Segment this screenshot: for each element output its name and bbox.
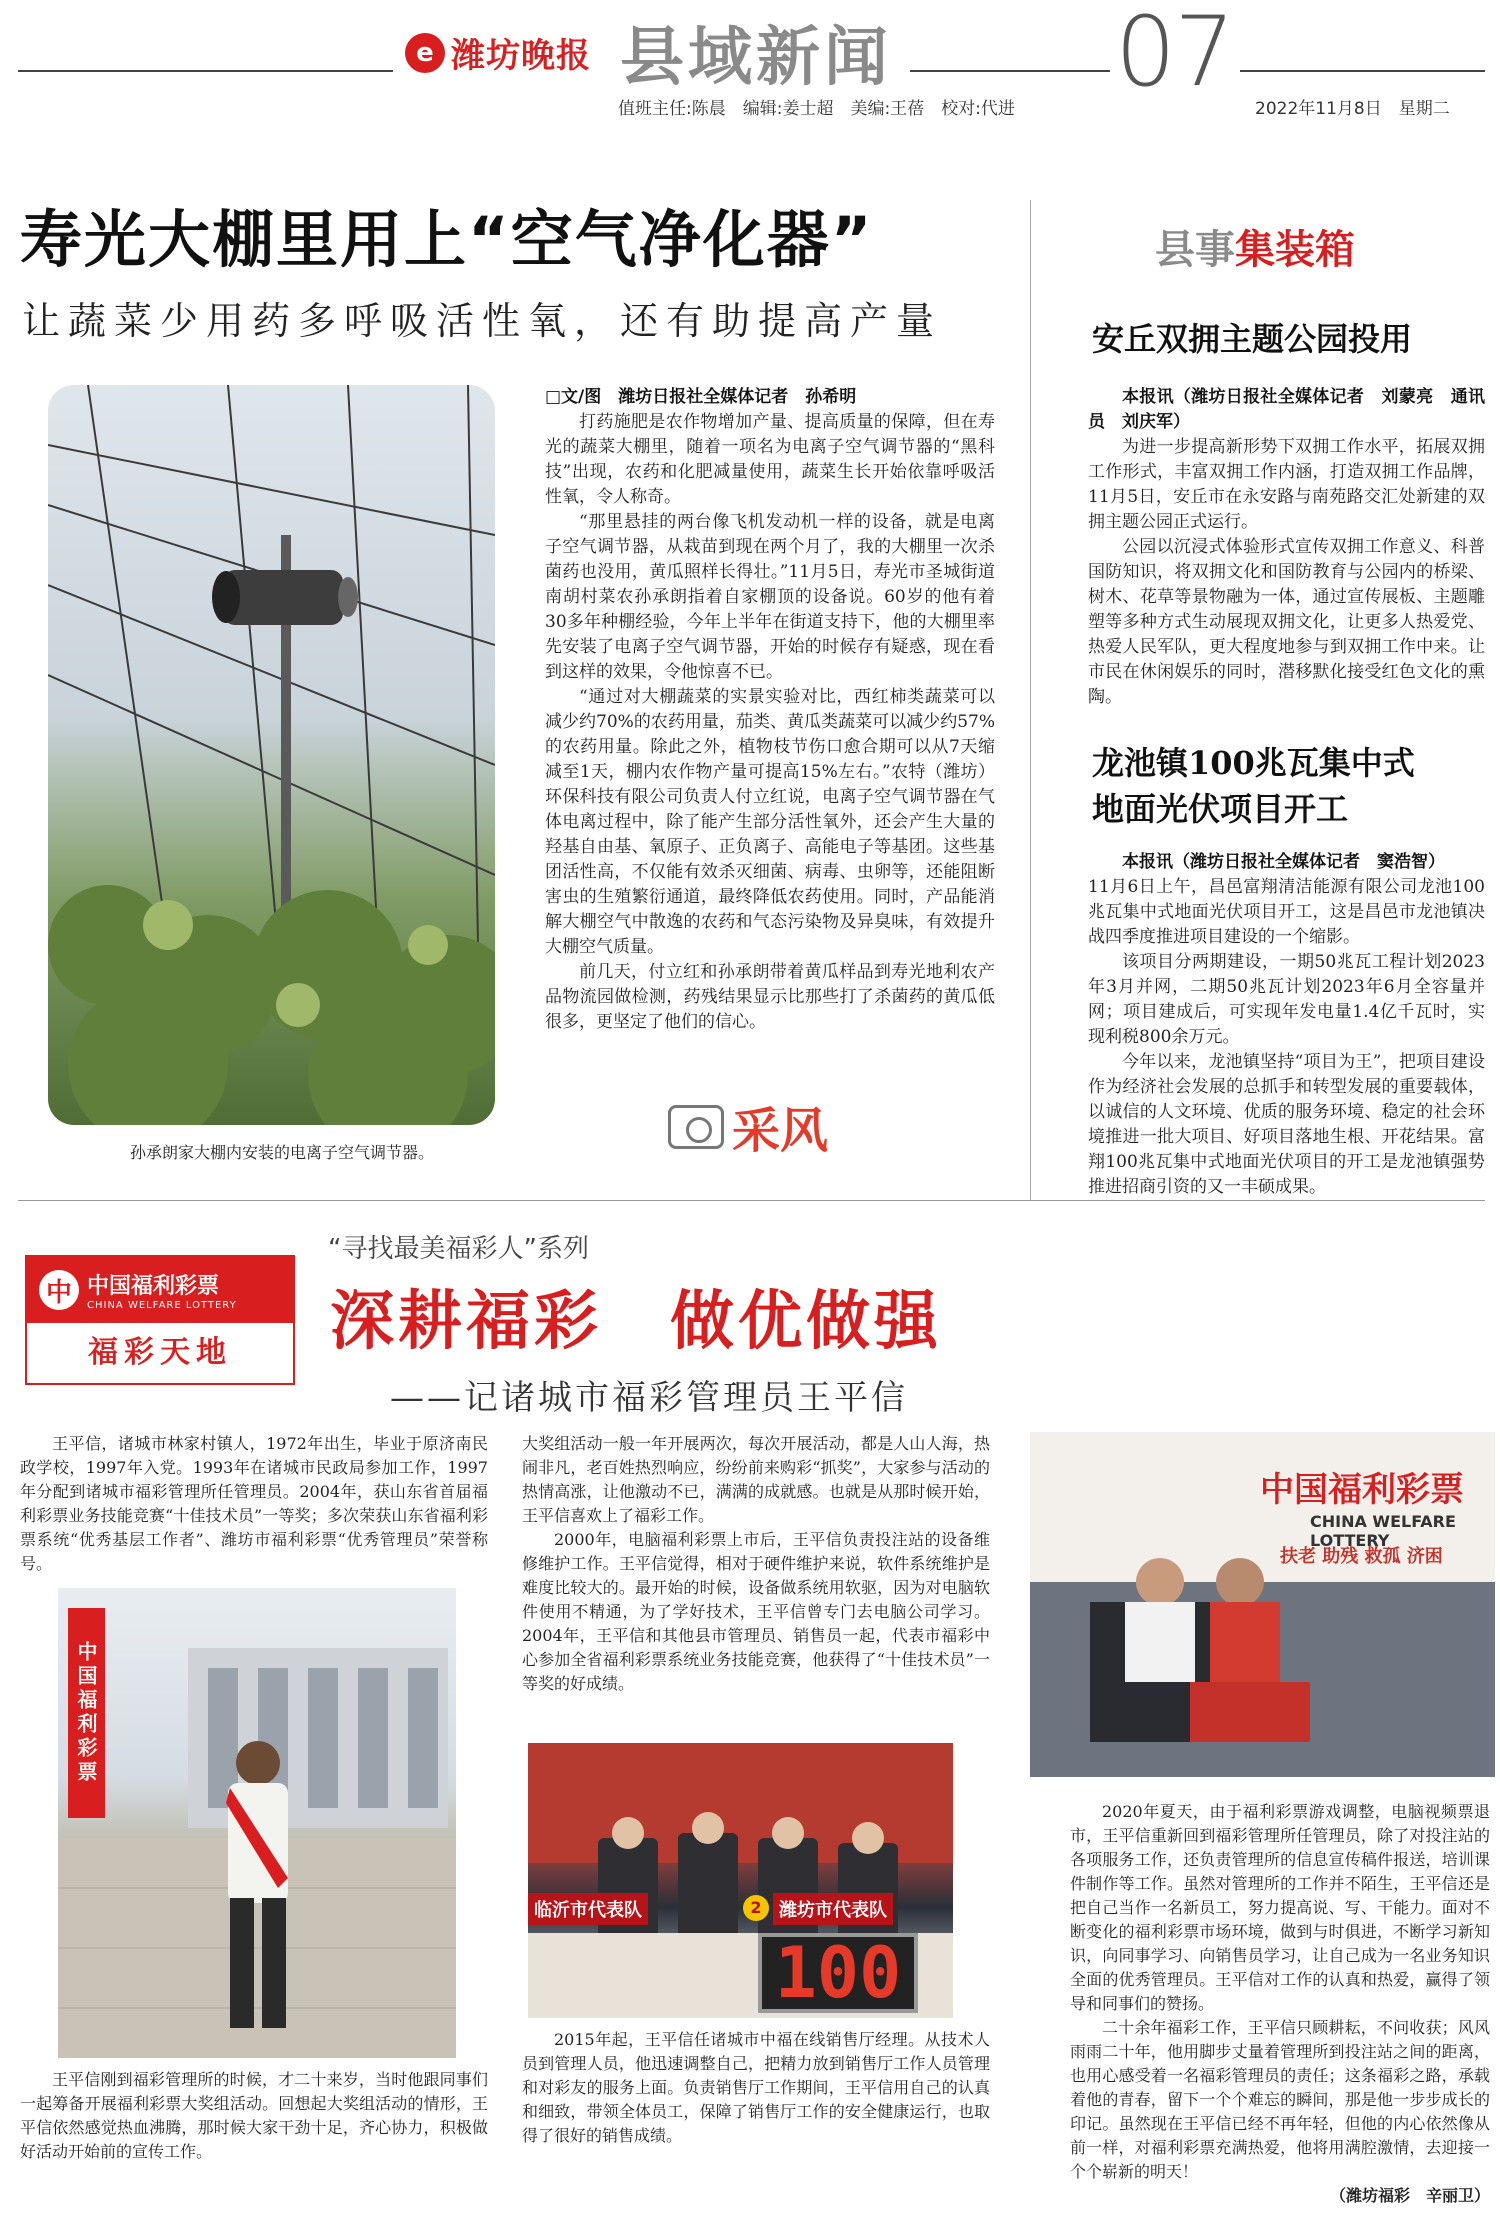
newspaper-logo: [405, 28, 591, 77]
lottery-logo-en: CHINA WELFARE LOTTERY: [87, 1300, 237, 1311]
story2-paragraph: 今年以来，龙池镇坚持“项目为王”，把项目建设作为经济社会发展的总抓手和转型发展的重要载体，以诚信的人文环境、优质的服务环境、稳定的社会环境推进一批大项目、好项目落地生根、开花结果。富翔100兆瓦集中式地面光伏项目的开工是龙池镇强势推进招商引资的又一丰硕成果。: [1088, 1052, 1485, 1197]
story1-paragraph: 公园以沉浸式体验形式宣传双拥工作意义、科普国防知识，将双拥文化和国防教育与公园内的桥梁、树木、花草等景物融为一体，通过宣传展板、主题雕塑等多种方式生动展现双拥文化，让更多人热爱党、热爱人民军队，更大程度地参与到双拥工作中来。让市民在休闲娱乐的同时，潜移默化接受红色文化的熏陶。: [1088, 537, 1485, 707]
story2-paragraph: 11月6日上午，昌邑富翔清洁能源有限公司龙池100兆瓦集中式地面光伏项目开工，这是昌邑市龙池镇决战四季度推进项目建设的一个缩影。: [1088, 877, 1485, 947]
logo-mark-icon: e: [405, 33, 445, 73]
masthead-rule-left: [18, 70, 393, 72]
editor-credits: 值班主任:陈晨 编辑:姜士超 美编:王蓓 校对:代进: [618, 99, 1015, 119]
story2-headline-line2: 地面光伏项目开工: [1092, 790, 1349, 828]
competition-photo: [528, 1743, 953, 2018]
lottery-col3-paragraph: 2020年夏天，由于福利彩票游戏调整，电脑视频票退市，王平信重新回到福彩管理所任管理员，除了对投注站的各项服务工作，还负责管理所的信息宣传稿件报送，培训课件制作等工作。虽然对管理所的工作并不陌生，王平信还是把自己当作一名新员工，努力提高说、写、干能力。面对不断变化的福利彩票市场环境，做到与时俱进，不断学习新知识，向同事学习、向销售员学习，让自己成为一名业务知识全面的优秀管理员。王平信对工作的认真和热爱，赢得了领导和同事们的赞扬。: [1070, 1802, 1490, 2013]
lottery-logo: [27, 1257, 293, 1323]
lottery-col3: [1070, 1800, 1490, 2208]
story2-body: [1088, 850, 1485, 1200]
scoreboard: 100: [758, 1933, 918, 2013]
section-title: 县域新闻: [620, 21, 892, 95]
greenhouse-photo: [48, 385, 495, 1125]
lottery-intro-text: 王平信，诸城市林家村镇人，1972年出生，毕业于原济南民政学校，1997年入党。1993年在诸城市民政局参加工作，1997年分配到诸城市福彩管理所任管理员。2004年，获山东省首届福利彩票业务技能竞赛“十佳技术员”一等奖；多次荣获山东省福利彩票系统“优秀基层工作者”、潍坊市福利彩票“优秀管理员”荣誉称号。: [20, 1434, 488, 1573]
shop-slogan: 扶老 助残 救孤 济困: [1280, 1546, 1443, 1567]
lottery-col2-paragraph: 2000年，电脑福利彩票上市后，王平信负责投注站的设备维修维护工作。王平信觉得，相对于硬件维护来说，软件系统维护是难度比较大的。最开始的时候，设备做系统用软驱，因为对电脑软件使用不精通，为了学好技术，王平信曾专门去电脑公司学习。2004年，王平信和其他县市管理员、销售员一起，代表市福彩中心参加全省福利彩票系统业务技能竞赛，他获得了“十佳技术员”一等奖的好成绩。: [522, 1530, 990, 1693]
story1-paragraph: 为进一步提高新形势下双拥工作水平，拓展双拥工作形式，丰富双拥工作内涵，打造双拥工作品牌，11月5日，安丘市在永安路与南苑路交汇处新建的双拥主题公园正式运行。: [1088, 437, 1485, 532]
story2-headline-line1: 龙池镇100兆瓦集中式: [1092, 744, 1415, 782]
lottery-credit: （潍坊福彩 辛丽卫）: [1329, 2186, 1490, 2205]
lead-paragraph: 打药施肥是农作物增加产量、提高质量的保障，但在寿光的蔬菜大棚里，随着一项名为电离子空气调节器的“黑科技”出现，农药和化肥减量使用，蔬菜生长开始依靠呼吸活性氧，令人称奇。: [545, 412, 995, 507]
story1-byline: 本报讯（潍坊日报社全媒体记者 刘蒙亮 通讯员 刘庆军）: [1088, 387, 1485, 432]
story2-byline: 本报讯（潍坊日报社全媒体记者 窦浩智）: [1122, 852, 1445, 872]
lead-subheadline: 让蔬菜少用药多呼吸活性氧，还有助提高产量: [22, 299, 943, 343]
lottery-subheadline: ——记诸城市福彩管理员王平信: [390, 1378, 908, 1418]
lottery-headline: 深耕福彩 做优做强: [330, 1285, 942, 1359]
shop-sign-cn: 中国福利彩票: [1260, 1470, 1464, 1510]
newspaper-name: 潍坊晚报: [451, 36, 591, 76]
story2-paragraph: 该项目分两期建设，一期50兆瓦工程计划2023年3月并网，二期50兆瓦计划2023年6月全容量并网；项目建成后，可实现年发电量1.4亿千瓦时，实现利税800余万元。: [1088, 952, 1485, 1047]
portrait-banner: 中国福利彩票: [68, 1608, 105, 1818]
lottery-col1-text: 王平信刚到福彩管理所的时候，才二十来岁，当时他跟同事们一起筹备开展福利彩票大奖组活动。回想起大奖组活动的情形，王平信依然感觉热血沸腾，那时候大家干劲十足，齐心协力，积极做好活动开始前的宣传工作。: [20, 2070, 488, 2161]
shop-sign-en: CHINA WELFARE LOTTERY: [1310, 1512, 1456, 1550]
lead-paragraph: “通过对大棚蔬菜的实景实验对比，西红柿类蔬菜可以减少约70%的农药用量，茄类、黄瓜类蔬菜可以减少约57%的农药用量。除此之外，植物枝节伤口愈合期可以从7天缩减至1天，棚内农作物产量可提高15%左右。”农特（潍坊）环保科技有限公司负责人付立红说，电离子空气调节器在气体电离过程中，除了能产生部分活性氧外，还会产生大量的羟基自由基、氧原子、正负离子、高能电子等基团。这些基团活性高，不仅能有效杀灭细菌、病毒、虫卵等，还能阻断害虫的生殖繁衍通道，最终降低农药使用。同时，产品能消解大棚空气中散逸的农药和气态污染物及异臭味，有效提升大棚空气质量。: [545, 687, 995, 957]
series-title: “寻找最美福彩人”系列: [328, 1234, 589, 1264]
sidebar-column-title: [1155, 218, 1355, 275]
lead-headline: 寿光大棚里用上“空气净化器”: [20, 203, 874, 276]
photo-caption: 孙承朗家大棚内安装的电离子空气调节器。: [130, 1143, 435, 1162]
lottery-shop-photo: [1030, 1432, 1495, 1777]
team-plate-left: 临沂市代表队: [528, 1893, 648, 1925]
story1-body: [1088, 385, 1485, 710]
portrait-illustration: [58, 1588, 456, 2058]
lottery-col1-bottom: [20, 2068, 488, 2164]
story2-headline: [1092, 740, 1415, 832]
lottery-logo-cn: 中国福利彩票: [87, 1274, 220, 1299]
lead-article-body: [545, 385, 995, 1035]
team-plate: 潍坊市代表队: [773, 1893, 893, 1925]
greenhouse-illustration: [48, 385, 495, 1125]
masthead-rule-right: [910, 70, 1110, 72]
lottery-col2-text: 2015年起，王平信任诸城市中福在线销售厅经理。从技术人员到管理人员，他迅速调整自己，把精力放到销售厅工作人员管理和对彩友的服务上面。负责销售厅工作期间，王平信用自己的认真和细致，带领全体员工，保障了销售厅工作的安全健康运行，也取得了很好的销售成绩。: [522, 2030, 990, 2145]
camera-icon: [668, 1105, 724, 1149]
sidebar-title-part-a: 县事: [1155, 227, 1235, 273]
lead-paragraph: 前几天，付立红和孙承朗带着黄瓜样品到寿光地利农产品物流园做检测，药残结果显示比那些打了杀菌药的黄瓜低很多，更坚定了他们的信心。: [545, 962, 995, 1032]
lottery-badge-label: 福彩天地: [88, 1335, 232, 1370]
team-number: 2: [743, 1895, 769, 1921]
lottery-col2-top: [522, 1432, 990, 1696]
lottery-mark-icon: 中: [39, 1270, 79, 1310]
caifeng-label: 采风: [732, 1103, 829, 1159]
caifeng-stamp: [668, 1092, 828, 1161]
issue-date: 2022年11月8日 星期二: [1255, 99, 1450, 119]
column-divider: [1030, 200, 1031, 1200]
lead-byline: □文/图 潍坊日报社全媒体记者 孙希明: [545, 387, 857, 407]
masthead-rule-far-right: [1240, 70, 1485, 72]
sidebar-title-part-b: 集装箱: [1235, 227, 1355, 273]
story1-headline: 安丘双拥主题公园投用: [1092, 320, 1413, 358]
lottery-intro: [20, 1432, 488, 1576]
lottery-col2-bottom: [522, 2028, 990, 2148]
lottery-col3-paragraph: 二十余年福彩工作，王平信只顾耕耘，不问收获；风风雨雨二十年，他用脚步丈量着管理所到投注站之间的距离，也用心感受着一名福彩管理员的责任；这条福彩之路，承载着他的青春，留下一个个难忘的瞬间，那是他一步步成长的印记。虽然现在王平信已经不再年轻，但他的内心依然像从前一样，对福利彩票充满热爱，他将用满腔激情，去迎接一个个崭新的明天！: [1070, 2018, 1490, 2181]
section-divider: [18, 1200, 1485, 1201]
page-number: 07: [1115, 0, 1234, 108]
lottery-col2-paragraph: 大奖组活动一般一年开展两次，每次开展活动，都是人山人海，热闹非凡，老百姓热烈响应，纷纷前来购彩“抓奖”，大家参与活动的热情高涨，让他激动不已，满满的成就感。也就是从那时候开始，王平信喜欢上了福彩工作。: [522, 1434, 990, 1525]
lead-paragraph: “那里悬挂的两台像飞机发动机一样的设备，就是电离子空气调节器，从栽苗到现在两个月了，我的大棚里一次杀菌药也没用，黄瓜照样长得壮。”11月5日，寿光市圣城街道南胡村菜农孙承朗指着自家棚顶的设备说。60岁的他有着30多年种棚经验，今年上半年在街道支持下，他的大棚里率先安装了电离子空气调节器，开始的时候存有疑惑，现在看到这样的效果，令他惊喜不已。: [545, 512, 995, 682]
lottery-badge: [25, 1255, 295, 1385]
portrait-photo: [58, 1588, 456, 2058]
